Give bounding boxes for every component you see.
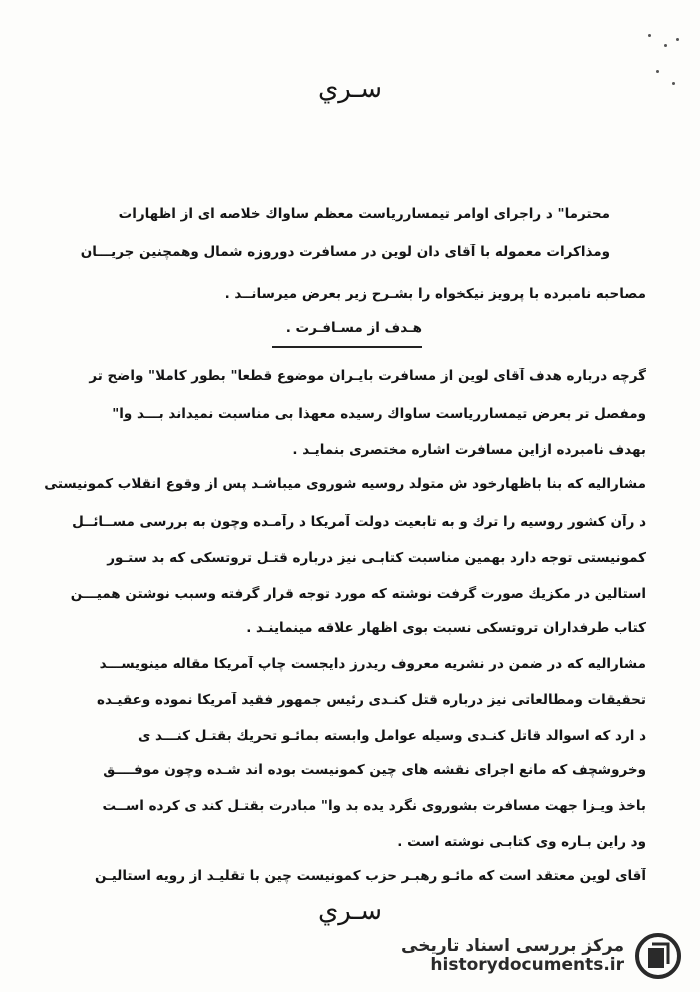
intro-line-1: محترما" د راجرای اوامر تیمسارریاست معظم ساواك خلاصه ای از اظهارات: [118, 206, 610, 222]
body-line-5: د رآن كشور روسیه را ترك و به تابعیت دولت آمریكا د رآمـده وچون به بررسی مســائــل: [72, 514, 646, 530]
body-line-3: بهدف نامبرده ازاین مسافرت اشاره مختصری بنمایـد .: [292, 442, 646, 458]
body-line-10: تحقیقات ومطالعاتی نیز درباره قتل كنـدی رئیس جمهور فقید آمریكا نموده وعقیـده: [97, 692, 646, 708]
body-line-15: آقای لوین معتقد است كه مائـو رهبـر حزب كمونیست چین با تقلیـد از رویه استالیـن: [95, 868, 646, 884]
watermark-text: [401, 937, 624, 974]
body-line-8: كتاب طرفداران تروتسكی نسبت بوی اظهار علاقه مینماینـد .: [246, 620, 646, 636]
body-line-7: استالین در مكزیك صورت گرفت نوشته كه مورد توجه قرار گرفته وسبب نوشتن همیـــن: [70, 586, 646, 602]
classification-header: سـري: [317, 74, 383, 104]
watermark-url: historydocuments.ir: [430, 955, 624, 975]
body-line-12: وخروشچف كه مانع اجرای نقشه های چین كمونیست بوده اند شـده وچون موفــــق: [103, 762, 646, 778]
body-line-6: كمونیستی توجه دارد بهمین مناسبت كتابـی نیز درباره قتـل تروتسكی كه بد ستـور: [107, 550, 646, 566]
intro-line-2: ومذاكرات معموله با آقای دان لوین در مسافرت دوروزه شمال وهمچنین جریـــان: [80, 244, 610, 260]
body-line-2: ومفصل تر بعرض تیمسارریاست ساواك رسیده معهذا بی مناسبت نمیداند بـــد وا": [112, 406, 646, 422]
classification-footer: سـري: [317, 896, 383, 926]
intro-line-3: مصاحبه نامبرده با پرویز نیكخواه را بشـرح زیر بعرض میرسانــد .: [224, 286, 646, 302]
archive-watermark: [382, 928, 682, 984]
archive-logo-icon: [634, 932, 682, 980]
body-line-4: مشارالیه كه بنا باظهارخود ش متولد روسیه شوروی میباشـد پس از وقوع انقلاب كمونیستی: [44, 476, 646, 492]
body-line-1: گرچه درباره هدف آقای لوین از مسافرت بایـران موضوع قطعا" بطور كاملا" واضح تر: [89, 368, 646, 384]
body-line-11: د ارد كه اسوالد قاتل كنـدی وسیله عوامل وابسته بمائـو تحریك بقتـل كنـــد ی: [137, 728, 646, 744]
body-line-14: ود راین بـاره وی كتابـی نوشته است .: [397, 834, 646, 850]
heading-underline: [272, 346, 422, 348]
body-line-9: مشارالیه كه در ضمن در نشریه معروف ریدرز دایجست چاپ آمریكا مقاله مینویســـد: [99, 656, 646, 672]
body-line-13: باخذ ویـزا جهت مسافرت بشوروی نگرد یده بد وا" مبادرت بقتـل كند ی كرده اســت: [102, 798, 646, 814]
section-heading-purpose: هـدف از مسـافـرت .: [285, 320, 422, 336]
watermark-title: مركز بررسی اسناد تاریخی: [401, 936, 624, 957]
